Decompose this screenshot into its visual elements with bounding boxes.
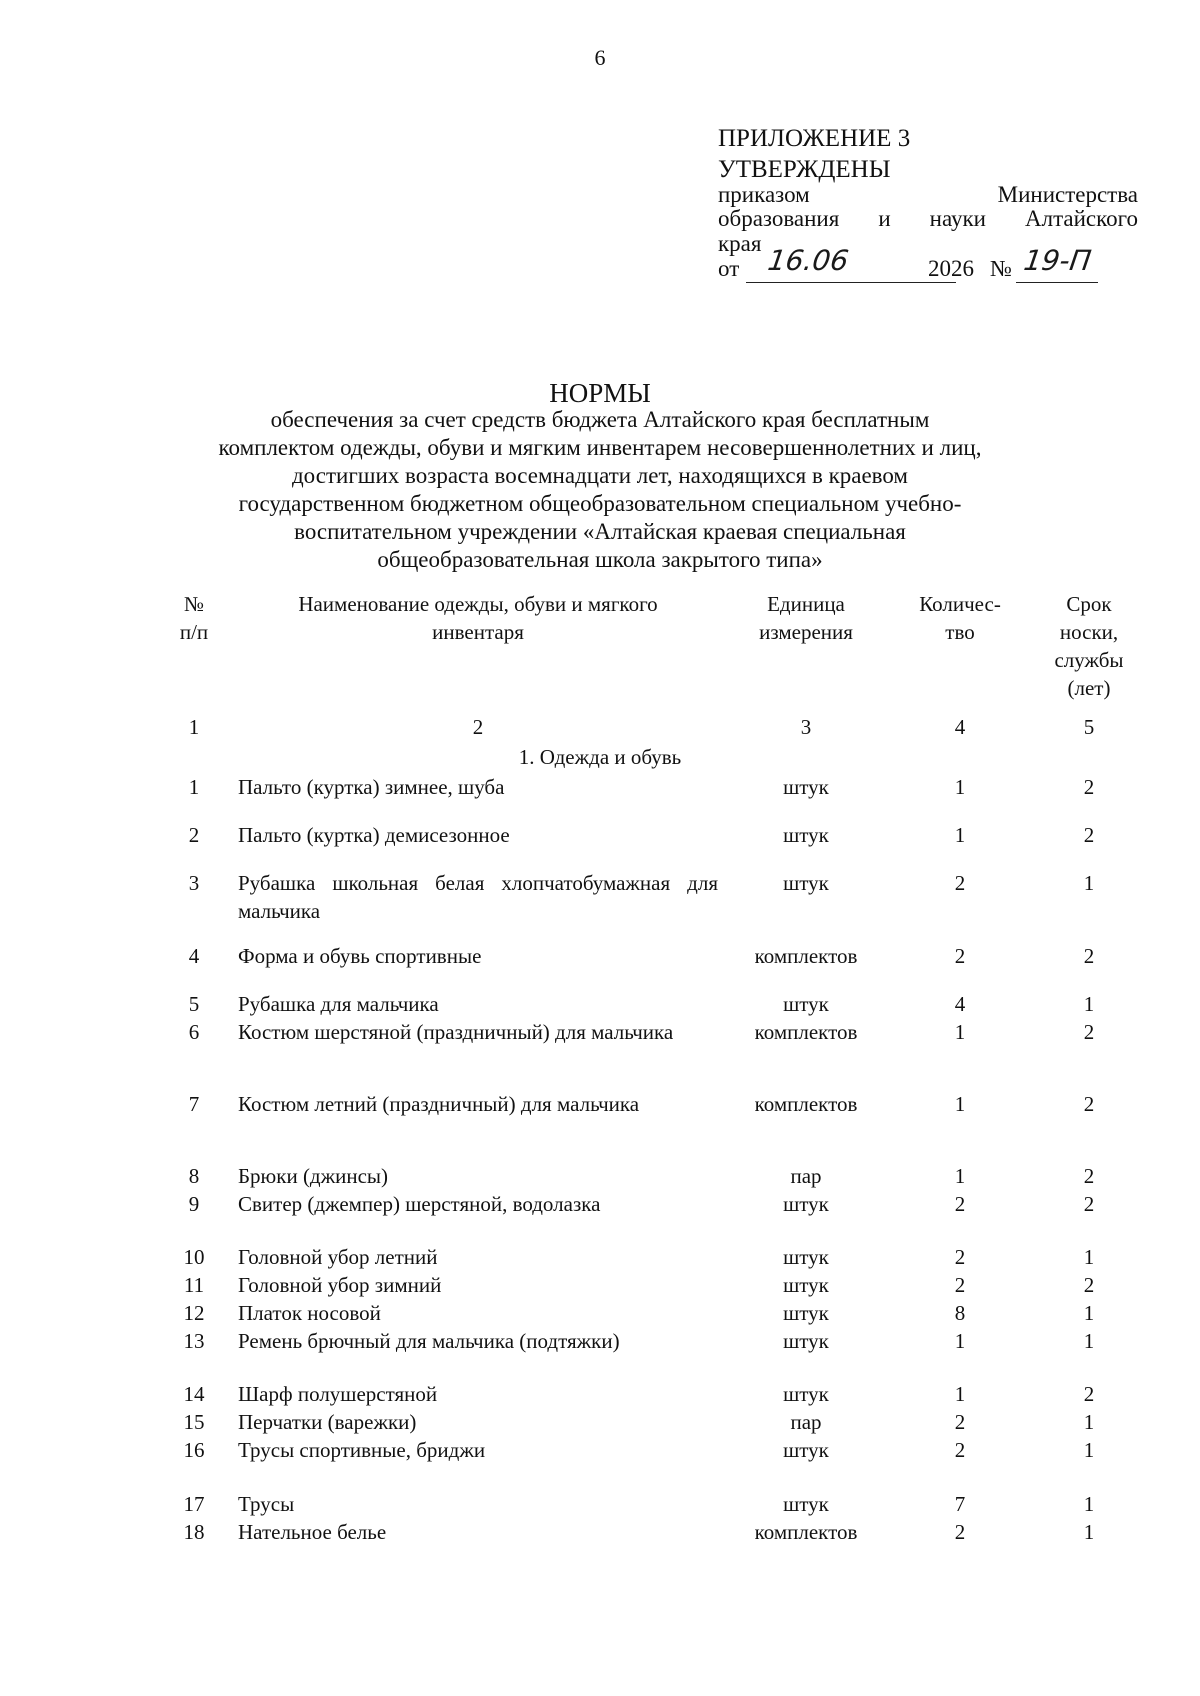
row-number: 7 (188, 1092, 200, 1116)
header-qty-line: Количес- (919, 592, 1001, 616)
row-number: 2 (188, 823, 200, 847)
header-name-line: инвентаря (432, 620, 524, 644)
header-name (238, 590, 718, 646)
row-name: Костюм шерстяной (праздничный) для мальчика (238, 1020, 674, 1044)
row-term: 2 (1083, 823, 1095, 847)
row-qty: 7 (954, 1492, 966, 1516)
subtitle-line: комплектом одежды, обуви и мягким инвентарем несовершеннолетних и лиц, (218, 435, 982, 460)
row-name: Брюки (джинсы) (238, 1164, 389, 1188)
header-term-line: носки, (1059, 620, 1119, 644)
row-name: Форма и обувь спортивные (238, 944, 482, 968)
row-qty: 2 (954, 1438, 966, 1462)
row-number: 4 (188, 944, 200, 968)
number-sign: № (990, 256, 1012, 281)
row-number: 1 (188, 775, 200, 799)
header-num-line: № (183, 592, 205, 616)
header-term-line: службы (1054, 648, 1124, 672)
row-number: 8 (188, 1164, 200, 1188)
row-unit: штук (783, 1329, 829, 1353)
row-qty: 1 (954, 1164, 966, 1188)
row-term: 2 (1083, 1192, 1095, 1216)
row-name: Пальто (куртка) зимнее, шуба (238, 775, 505, 799)
row-qty: 1 (954, 1382, 966, 1406)
row-name: Головной убор зимний (238, 1273, 442, 1297)
row-name: Шарф полушерстяной (238, 1382, 438, 1406)
order-line-1: приказом Министерства (718, 182, 1138, 207)
header-unit (726, 590, 886, 646)
row-term: 1 (1083, 1301, 1095, 1325)
row-unit: штук (783, 1382, 829, 1406)
row-term: 1 (1083, 1410, 1095, 1434)
row-number: 13 (183, 1329, 205, 1353)
row-name: Свитер (джемпер) шерстяной, водолазка (238, 1192, 601, 1216)
row-qty: 4 (954, 992, 966, 1016)
row-name: Платок носовой (238, 1301, 381, 1325)
row-term: 2 (1083, 1164, 1095, 1188)
header-qty (900, 590, 1020, 646)
order-line-3: края (718, 231, 762, 256)
row-unit: штук (783, 1192, 829, 1216)
row-number: 10 (183, 1245, 205, 1269)
header-term (1034, 590, 1144, 702)
year: 2026 (928, 256, 974, 281)
row-name: Трусы (238, 1492, 295, 1516)
row-unit: комплектов (754, 1092, 858, 1116)
row-number: 18 (183, 1520, 205, 1544)
subtitle-line: общеобразовательная школа закрытого типа» (377, 547, 823, 572)
row-term: 1 (1083, 1492, 1095, 1516)
header-qty-line: тво (945, 620, 975, 644)
row-unit: комплектов (754, 944, 858, 968)
row-qty: 8 (954, 1301, 966, 1325)
row-term: 1 (1083, 1245, 1095, 1269)
header-term-line: Срок (1066, 592, 1112, 616)
subtitle-line: обеспечения за счет средств бюджета Алтайского края бесплатным (270, 407, 930, 432)
row-qty: 1 (954, 1329, 966, 1353)
page-number: 6 (594, 45, 606, 70)
row-unit: штук (783, 1438, 829, 1462)
column-number-4: 4 (954, 715, 966, 739)
row-unit: штук (783, 823, 829, 847)
row-number: 15 (183, 1410, 205, 1434)
column-number-1: 1 (188, 715, 200, 739)
row-qty: 2 (954, 1520, 966, 1544)
row-name: Рубашка школьная белая хлопчатобумажная для мальчика (238, 871, 718, 923)
row-qty: 1 (954, 823, 966, 847)
row-number: 6 (188, 1020, 200, 1044)
row-term: 2 (1083, 1382, 1095, 1406)
row-term: 1 (1083, 1438, 1095, 1462)
handwritten-date: 16.06 (765, 244, 851, 277)
row-qty: 1 (954, 1020, 966, 1044)
appendix-label: ПРИЛОЖЕНИЕ 3 (718, 125, 911, 152)
approved-label: УТВЕРЖДЕНЫ (718, 156, 891, 183)
row-unit: комплектов (754, 1520, 858, 1544)
row-number: 3 (188, 871, 200, 895)
row-number: 9 (188, 1192, 200, 1216)
row-unit: комплектов (754, 1020, 858, 1044)
from-label: от (718, 256, 740, 281)
header-name-line: Наименование одежды, обуви и мягкого (298, 592, 658, 616)
row-term: 2 (1083, 775, 1095, 799)
row-number: 16 (183, 1438, 205, 1462)
row-term: 1 (1083, 1520, 1095, 1544)
row-qty: 2 (954, 1245, 966, 1269)
row-number: 14 (183, 1382, 205, 1406)
row-unit: штук (783, 1245, 829, 1269)
header-unit-line: Единица (767, 592, 845, 616)
row-name: Рубашка для мальчика (238, 992, 439, 1016)
row-unit: штук (783, 775, 829, 799)
row-qty: 2 (954, 1192, 966, 1216)
order-date-line (718, 244, 1138, 286)
subtitle-line: воспитательном учреждении «Алтайская краевая специальная (294, 519, 906, 544)
document-title: НОРМЫ (549, 378, 651, 408)
row-term: 2 (1083, 1092, 1095, 1116)
handwritten-number: 19-П (1021, 244, 1094, 277)
row-qty: 2 (954, 944, 966, 968)
row-unit: пар (790, 1164, 822, 1188)
row-number: 12 (183, 1301, 205, 1325)
section-title: 1. Одежда и обувь (518, 745, 682, 769)
column-number-2: 2 (472, 715, 484, 739)
row-unit: пар (790, 1410, 822, 1434)
header-unit-line: измерения (759, 620, 853, 644)
number-underline (1016, 282, 1098, 283)
row-number: 5 (188, 992, 200, 1016)
header-term-line: (лет) (1067, 676, 1111, 700)
row-term: 1 (1083, 871, 1095, 895)
row-term: 1 (1083, 1329, 1095, 1353)
column-number-3: 3 (800, 715, 812, 739)
row-term: 2 (1083, 1020, 1095, 1044)
order-line-2: образования и науки Алтайского (718, 206, 1138, 231)
row-qty: 2 (954, 871, 966, 895)
row-unit: штук (783, 871, 829, 895)
row-qty: 2 (954, 1410, 966, 1434)
row-number: 17 (183, 1492, 205, 1516)
row-term: 1 (1083, 992, 1095, 1016)
document-subtitle (150, 406, 1050, 574)
row-qty: 2 (954, 1273, 966, 1297)
row-name: Ремень брючный для мальчика (подтяжки) (238, 1329, 620, 1353)
subtitle-line: достигших возраста восемнадцати лет, находящихся в краевом (291, 463, 908, 488)
subtitle-line: государственном бюджетном общеобразовательном специальном учебно- (238, 491, 962, 516)
row-name: Костюм летний (праздничный) для мальчика (238, 1092, 640, 1116)
row-unit: штук (783, 992, 829, 1016)
row-unit: штук (783, 1301, 829, 1325)
row-term: 2 (1083, 944, 1095, 968)
column-number-5: 5 (1083, 715, 1095, 739)
date-underline (746, 282, 956, 283)
row-unit: штук (783, 1492, 829, 1516)
row-number: 11 (183, 1273, 205, 1297)
row-name: Перчатки (варежки) (238, 1410, 417, 1434)
row-name: Трусы спортивные, бриджи (238, 1438, 486, 1462)
row-qty: 1 (954, 1092, 966, 1116)
row-term: 2 (1083, 1273, 1095, 1297)
row-unit: штук (783, 1273, 829, 1297)
row-name: Головной убор летний (238, 1245, 438, 1269)
header-num-line: п/п (179, 620, 209, 644)
header-num (168, 590, 220, 646)
row-name: Нательное белье (238, 1520, 387, 1544)
row-qty: 1 (954, 775, 966, 799)
row-name: Пальто (куртка) демисезонное (238, 823, 510, 847)
